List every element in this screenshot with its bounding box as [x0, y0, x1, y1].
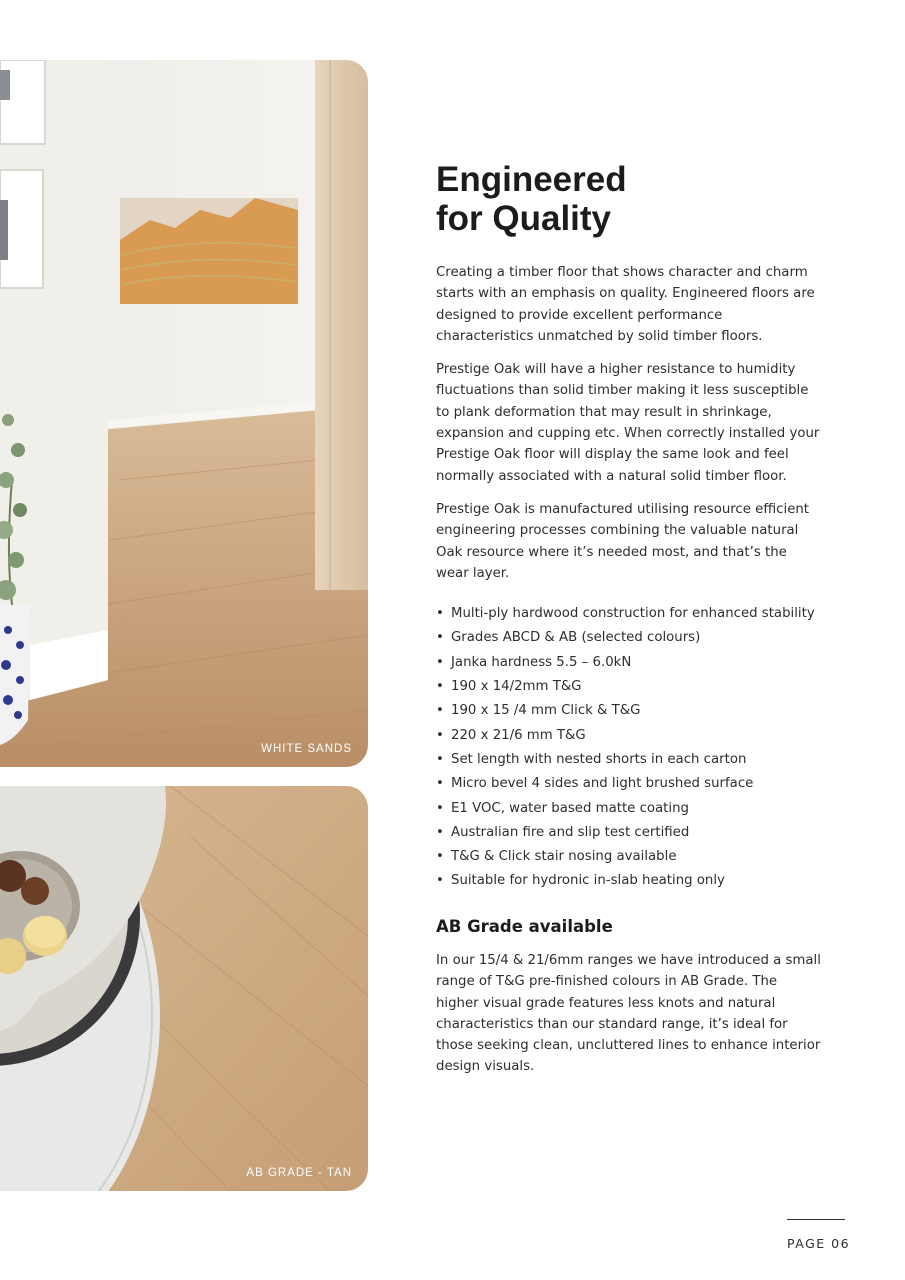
- title-line-2: for Quality: [436, 199, 612, 238]
- list-item: • Australian fire and slip test certified: [436, 824, 821, 843]
- page-number: PAGE 06: [787, 1236, 851, 1251]
- list-item: • 190 x 15 /4 mm Click & T&G: [436, 702, 821, 721]
- photo-white-sands: [0, 60, 368, 767]
- table-biscuits-image: [0, 786, 368, 1191]
- list-item: • 220 x 21/6 mm T&G: [436, 727, 821, 746]
- list-item: • Janka hardness 5.5 – 6.0kN: [436, 654, 821, 673]
- photo-caption: AB GRADE - TAN: [246, 1167, 352, 1179]
- manufacturing-paragraph: Prestige Oak is manufactured utilising resource efficient engineering processes combining the valuable natural Oak resource where it’s needed most, and that’s the wear layer.: [436, 501, 810, 581]
- feature-list: [436, 605, 821, 891]
- page-title: [436, 160, 821, 238]
- page-number-rule: [787, 1219, 845, 1220]
- photo-ab-grade-tan: [0, 786, 368, 1191]
- list-item: • Grades ABCD & AB (selected colours): [436, 629, 821, 648]
- list-item: • Set length with nested shorts in each carton: [436, 751, 821, 770]
- title-line-1: Engineered: [436, 160, 627, 199]
- content-column: [436, 160, 821, 1078]
- interior-room-image: [0, 60, 368, 767]
- list-item: • 190 x 14/2mm T&G: [436, 678, 821, 697]
- list-item: • Micro bevel 4 sides and light brushed surface: [436, 775, 821, 794]
- photo-caption: WHITE SANDS: [261, 743, 352, 755]
- list-item: • T&G & Click stair nosing available: [436, 848, 821, 867]
- list-item: • Multi-ply hardwood construction for enhanced stability: [436, 605, 821, 624]
- list-item: • E1 VOC, water based matte coating: [436, 800, 821, 819]
- intro-paragraph: Creating a timber floor that shows character and charm starts with an emphasis on quality. Engineered floors are designed to provide excellent performance characteristics unmatched by solid timber floors.: [436, 265, 815, 344]
- ab-grade-paragraph: In our 15/4 & 21/6mm ranges we have introduced a small range of T&G pre-finished colours in AB Grade. The higher visual grade features less knots and natural characteristics than our standard range, it’s ideal for those seeking clean, uncluttered lines to enhance interior design visuals.: [436, 952, 821, 1075]
- list-item: • Suitable for hydronic in-slab heating only: [436, 872, 821, 891]
- humidity-paragraph: Prestige Oak will have a higher resistance to humidity fluctuations than solid timber making it less susceptible to plank deformation that may result in shrinkage, expansion and cupping etc. When correctly installed your Prestige Oak floor will display the same look and feel normally associated with a natural solid timber floor.: [436, 362, 820, 484]
- ab-grade-heading: AB Grade available: [436, 916, 613, 936]
